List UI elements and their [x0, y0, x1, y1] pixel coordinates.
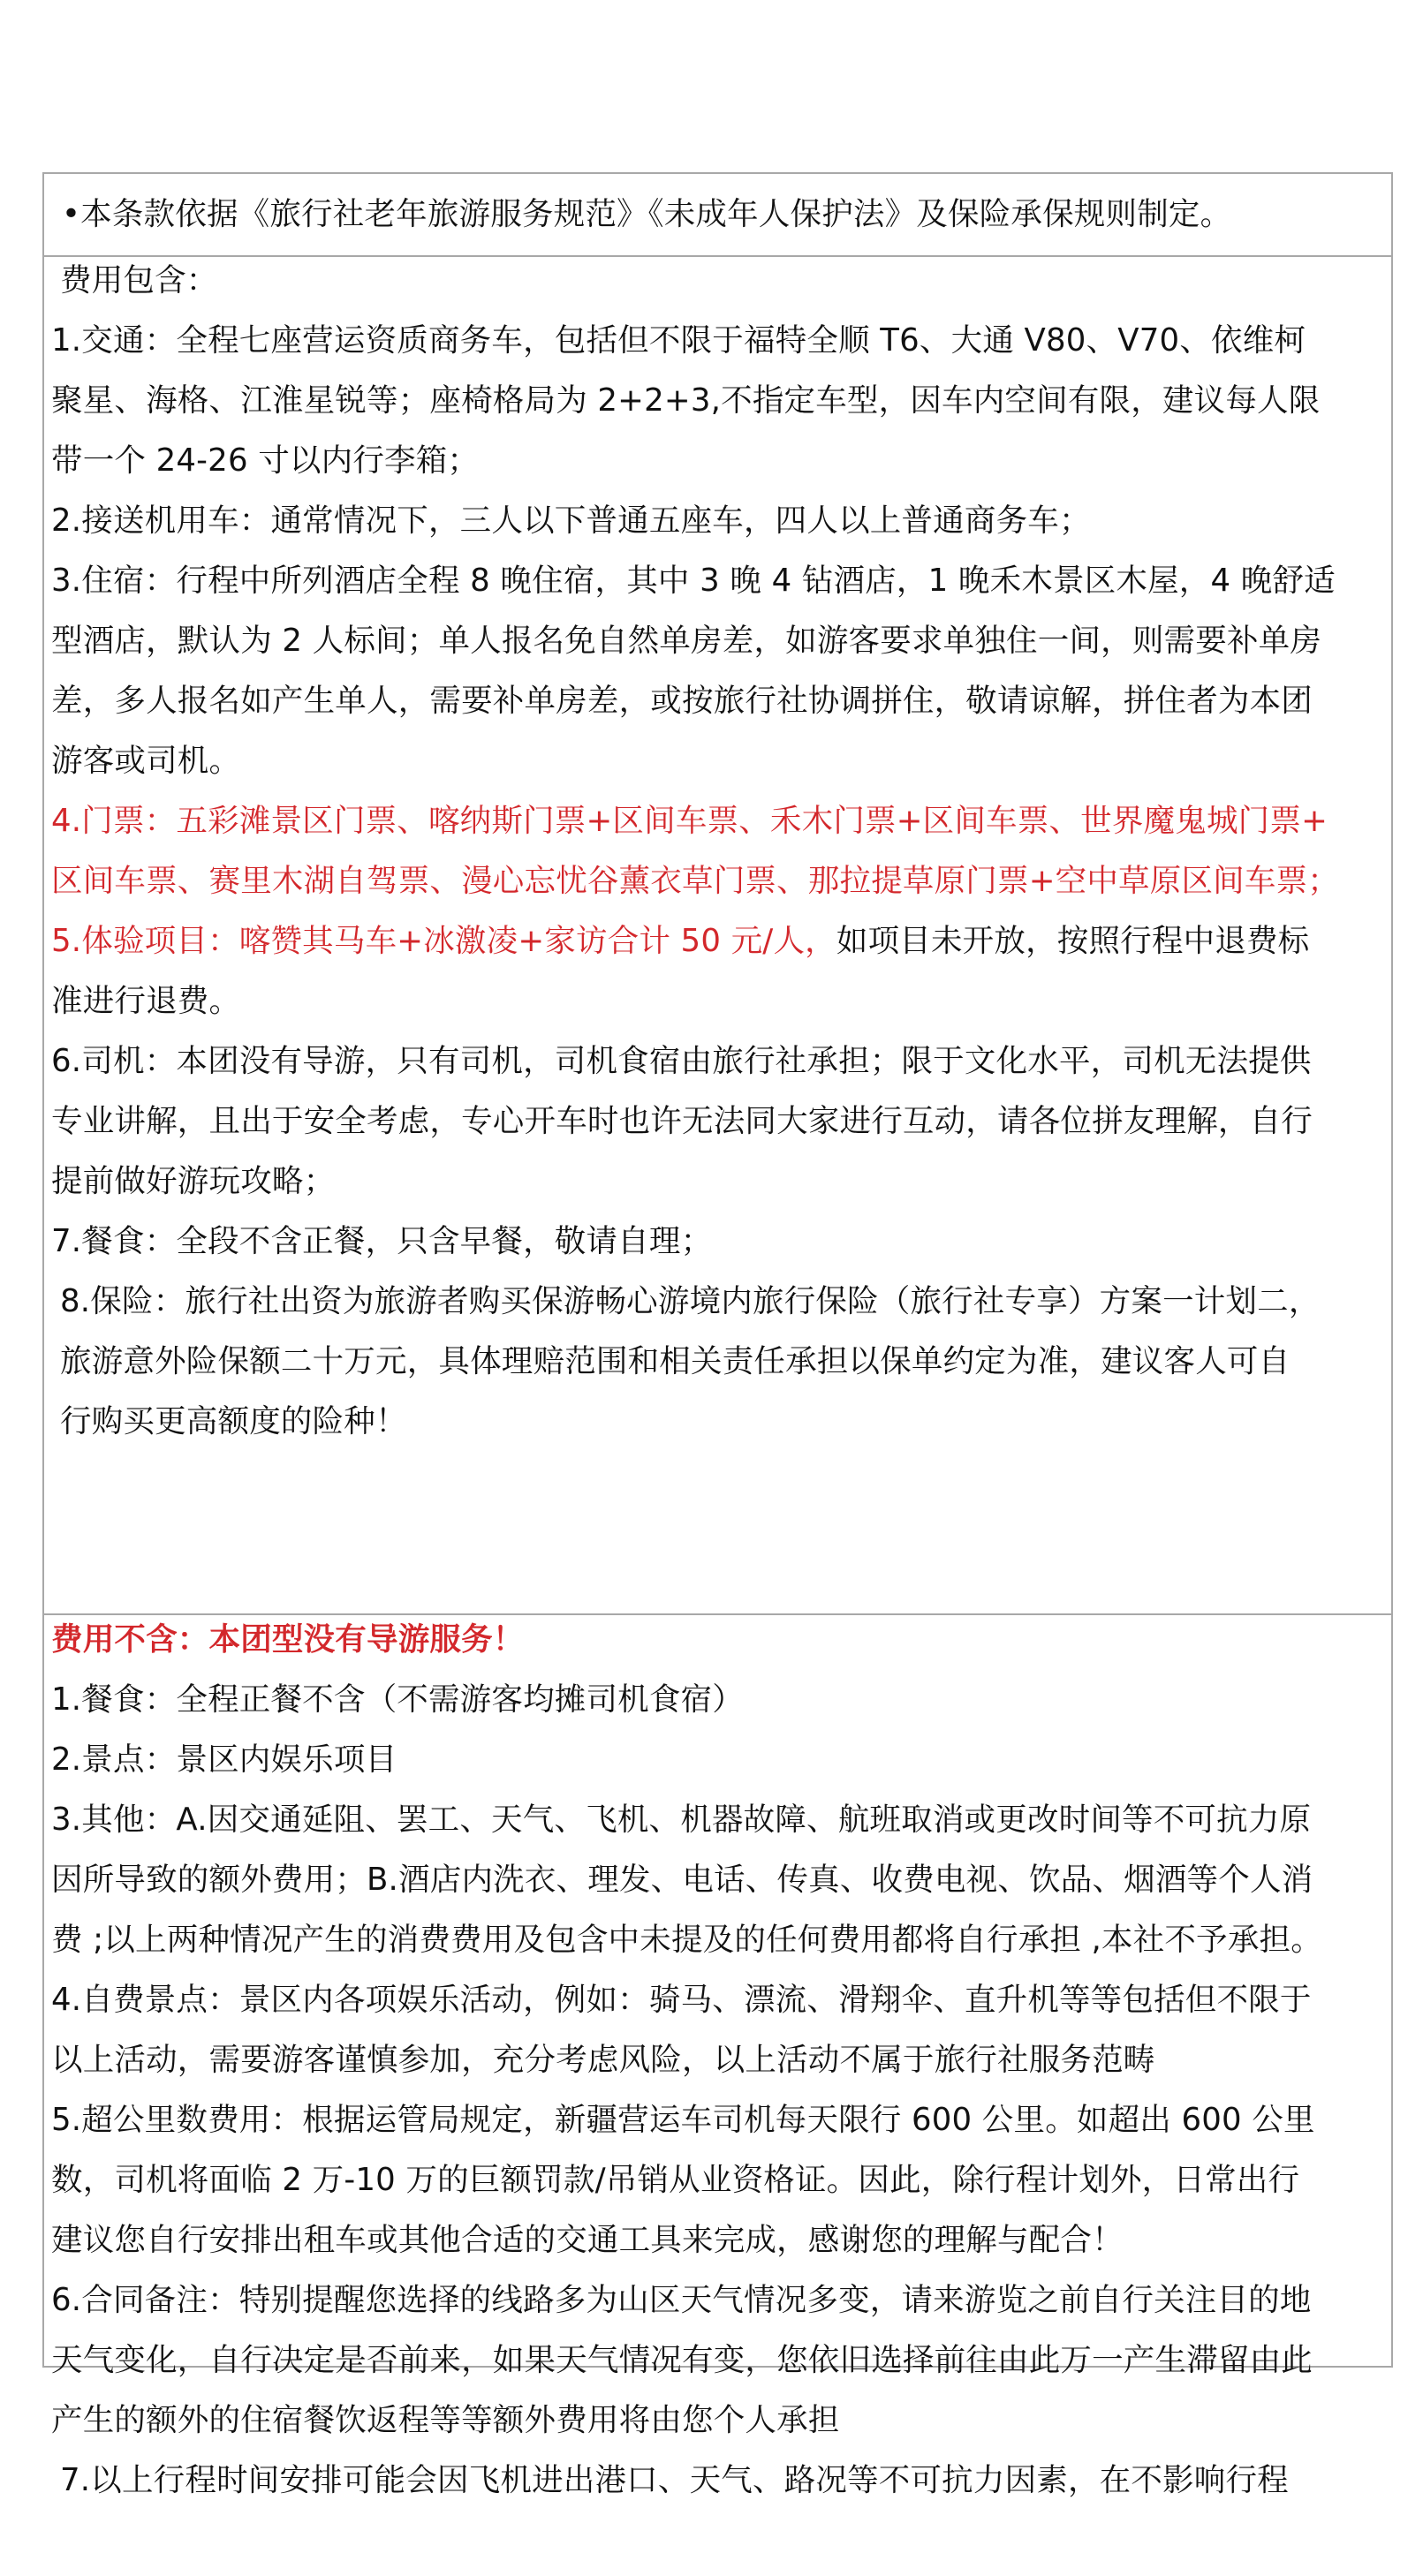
excluded-title: 费用不含：本团型没有导游服务！: [51, 1621, 525, 1658]
excluded-line: 4.自费景点：景区内各项娱乐活动，例如：骑马、漂流、滑翔伞、直升机等等包括但不限于: [51, 1982, 1312, 2018]
included-line: 旅游意外险保额二十万元，具体理赔范围和相关责任承担以保单约定为准，建议客人可自: [60, 1343, 1291, 1379]
included-line: 提前做好游玩攻略；: [51, 1163, 336, 1199]
included-title: 费用包含：: [60, 262, 218, 298]
intro-line: •本条款依据《旅行社老年旅游服务规范》《未成年人保护法》及保险承保规则制定。: [62, 196, 1232, 232]
included-line: 专业讲解，且出于安全考虑，专心开车时也许无法同大家进行互动，请各位拼友理解，自行: [51, 1103, 1313, 1139]
terms-document: [42, 172, 1393, 2498]
included-line: 3.住宿：行程中所列酒店全程 8 晚住宿，其中 3 晚 4 钻酒店，1 晚禾木景区木屋，4 晚舒适: [51, 563, 1336, 599]
excluded-line: 2.景点：景区内娱乐项目: [51, 1741, 397, 1778]
experience-highlight: 5.体验项目：喀赞其马车+冰激凌+家访合计 50 元/人，: [51, 923, 836, 959]
included-line-tickets: 4.门票：五彩滩景区门票、喀纳斯门票+区间车票、禾木门票+区间车票、世界魔鬼城门票+: [51, 803, 1328, 839]
included-line-experience: [51, 911, 1386, 971]
included-line: 行购买更高额度的险种！: [60, 1403, 407, 1439]
included-line: 6.司机：本团没有导游，只有司机，司机食宿由旅行社承担；限于文化水平，司机无法提供: [51, 1043, 1312, 1079]
included-section: [44, 255, 1391, 1615]
excluded-line: 产生的额外的住宿餐饮返程等等额外费用将由您个人承担: [51, 2402, 840, 2438]
included-line-tickets: 区间车票、赛里木湖自驾票、漫心忘忧谷薰衣草门票、那拉提草原门票+空中草原区间车票；: [51, 863, 1339, 899]
excluded-line: 6.合同备注：特别提醒您选择的线路多为山区天气情况多变，请来游览之前自行关注目的地: [51, 2282, 1312, 2318]
intro-section: [44, 174, 1391, 257]
included-line: 型酒店，默认为 2 人标间；单人报名免自然单房差，如游客要求单独住一间，则需要补单房: [51, 623, 1322, 659]
included-line: 7.餐食：全段不含正餐，只含早餐，敬请自理；: [51, 1223, 713, 1259]
experience-refund-note: 如项目未开放，按照行程中退费标: [836, 923, 1310, 959]
included-line: 8.保险：旅行社出资为旅游者购买保游畅心游境内旅行保险（旅行社专享）方案一计划二，: [60, 1283, 1321, 1319]
excluded-line: 5.超公里数费用：根据运管局规定，新疆营运车司机每天限行 600 公里。如超出 600 公里: [51, 2102, 1315, 2138]
included-line: 差，多人报名如产生单人，需要补单房差，或按旅行社协调拼住，敬请谅解，拼住者为本团: [51, 683, 1313, 719]
excluded-line: 1.餐食：全程正餐不含（不需游客均摊司机食宿）: [51, 1681, 744, 1718]
excluded-line: 天气变化，自行决定是否前来，如果天气情况有变，您依旧选择前往由此万一产生滞留由此: [51, 2342, 1313, 2378]
excluded-line: 3.其他：A.因交通延阻、罢工、天气、飞机、机器故障、航班取消或更改时间等不可抗力原: [51, 1802, 1312, 1838]
excluded-line: 因所导致的额外费用；B.酒店内洗衣、理发、电话、传真、收费电视、饮品、烟酒等个人消: [51, 1862, 1313, 1898]
included-line: 1.交通：全程七座营运资质商务车，包括但不限于福特全顺 T6、大通 V80、V70、依维柯: [51, 322, 1306, 359]
excluded-line: 费 ;以上两种情况产生的消费费用及包含中未提及的任何费用都将自行承担 ,本社不予承担。: [51, 1922, 1322, 1958]
included-line: 准进行退费。: [51, 983, 241, 1019]
included-line: 聚星、海格、江淮星锐等；座椅格局为 2+2+3,不指定车型，因车内空间有限，建议每人限: [51, 382, 1321, 419]
included-line: 带一个 24-26 寸以内行李箱；: [51, 442, 480, 479]
included-line: 游客或司机。: [51, 743, 241, 779]
included-line: 2.接送机用车：通常情况下，三人以下普通五座车，四人以上普通商务车；: [51, 502, 1091, 539]
excluded-line: 数，司机将面临 2 万-10 万的巨额罚款/吊销从业资格证。因此，除行程计划外，日常出行: [51, 2162, 1300, 2198]
excluded-line: 以上活动，需要游客谨慎参加，充分考虑风险，以上活动不属于旅行社服务范畴: [51, 2042, 1155, 2078]
excluded-section: [44, 1613, 1391, 2498]
excluded-line: 7.以上行程时间安排可能会因飞机进出港口、天气、路况等不可抗力因素，在不影响行程: [60, 2462, 1289, 2498]
excluded-line: 建议您自行安排出租车或其他合适的交通工具来完成，感谢您的理解与配合！: [51, 2222, 1124, 2258]
